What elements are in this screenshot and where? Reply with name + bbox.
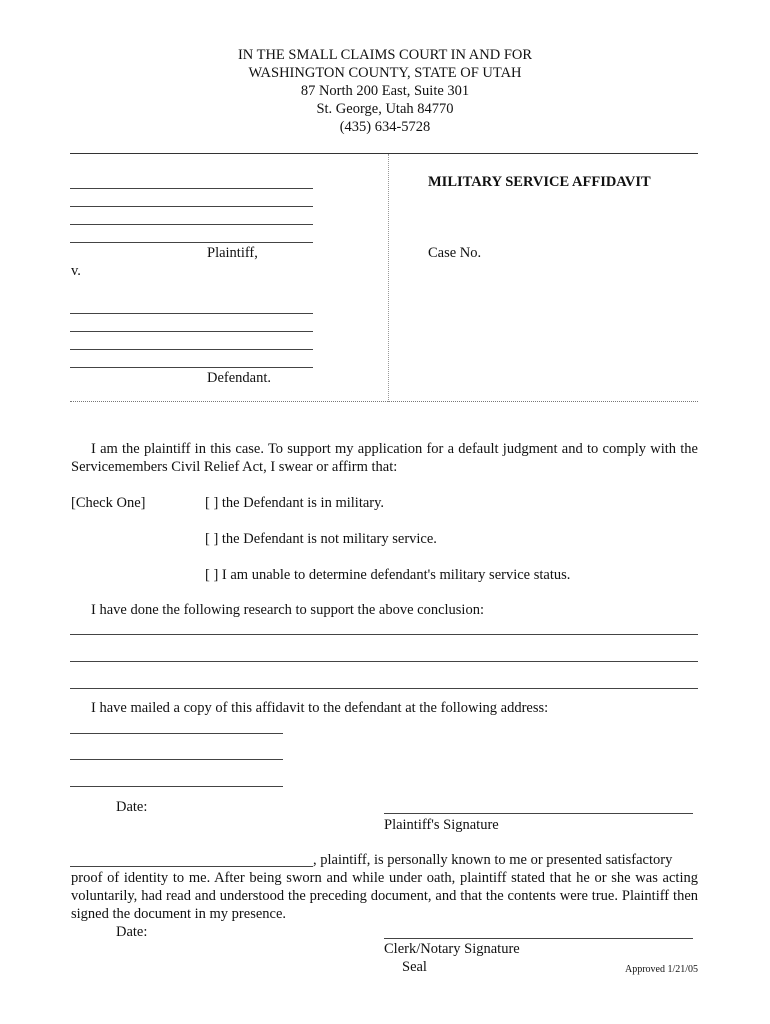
mail-address-line-1[interactable] xyxy=(70,733,283,734)
court-name-line: IN THE SMALL CLAIMS COURT IN AND FOR xyxy=(237,47,533,63)
city-line: St. George, Utah 84770 xyxy=(316,101,454,117)
address-line: 87 North 200 East, Suite 301 xyxy=(300,83,470,99)
plaintiff-label: Plaintiff, xyxy=(207,245,258,261)
intro-paragraph: I am the plaintiff in this case. To support my application for a default judgment and to comply with the Servicemembers Civil Relief Act, I swear or affirm that: xyxy=(71,441,698,475)
defendant-name-field[interactable] xyxy=(70,313,313,314)
research-line-3[interactable] xyxy=(70,688,698,689)
option-in-military[interactable]: [ ] the Defendant is in military. xyxy=(205,495,385,511)
notary-first-line: , plaintiff, is personally known to me or presented satisfactory xyxy=(313,852,673,868)
caption-top-rule xyxy=(70,153,698,154)
plaintiff-signature-label: Plaintiff's Signature xyxy=(384,817,499,833)
plaintiff-name-field[interactable] xyxy=(70,188,313,189)
defendant-city-field[interactable] xyxy=(70,349,313,350)
mailed-label: I have mailed a copy of this affidavit to the defendant at the following address: xyxy=(91,700,549,716)
plaintiff-date-label: Date: xyxy=(116,799,148,815)
plaintiff-phone-field[interactable] xyxy=(70,242,313,243)
research-line-2[interactable] xyxy=(70,661,698,662)
plaintiff-address-field[interactable] xyxy=(70,206,313,207)
research-label: I have done the following research to support the above conclusion: xyxy=(91,602,484,618)
form-title: MILITARY SERVICE AFFIDAVIT xyxy=(428,174,651,190)
caption-divider xyxy=(388,154,389,402)
notary-plaintiff-name-field[interactable] xyxy=(70,866,313,867)
phone-line: (435) 634-5728 xyxy=(339,119,431,135)
option-not-military[interactable]: [ ] the Defendant is not military service. xyxy=(205,531,437,547)
plaintiff-city-field[interactable] xyxy=(70,224,313,225)
research-line-1[interactable] xyxy=(70,634,698,635)
notary-date-label: Date: xyxy=(116,924,148,940)
mail-address-line-2[interactable] xyxy=(70,759,283,760)
county-line: WASHINGTON COUNTY, STATE OF UTAH xyxy=(248,65,522,81)
notary-paragraph: proof of identity to me. After being sworn and while under oath, plaintiff stated that he or she was acting voluntarily, had read and understood the preceding document, and that the contents were true. Plaintiff then signed the document in my presence. xyxy=(71,870,698,922)
plaintiff-signature-field[interactable] xyxy=(384,813,693,814)
case-no-label: Case No. xyxy=(428,245,482,261)
defendant-phone-field[interactable] xyxy=(70,367,313,368)
clerk-signature-label: Clerk/Notary Signature xyxy=(384,941,520,957)
check-one-label: [Check One] xyxy=(71,495,146,511)
seal-label: Seal xyxy=(402,959,427,975)
clerk-signature-field[interactable] xyxy=(384,938,693,939)
option-unable-to-determine[interactable]: [ ] I am unable to determine defendant's military service status. xyxy=(205,567,571,583)
defendant-address-field[interactable] xyxy=(70,331,313,332)
defendant-label: Defendant. xyxy=(207,370,272,386)
versus-label: v. xyxy=(71,263,81,279)
mail-address-line-3[interactable] xyxy=(70,786,283,787)
caption-bottom-rule xyxy=(70,401,698,402)
approved-date: Approved 1/21/05 xyxy=(625,964,699,975)
